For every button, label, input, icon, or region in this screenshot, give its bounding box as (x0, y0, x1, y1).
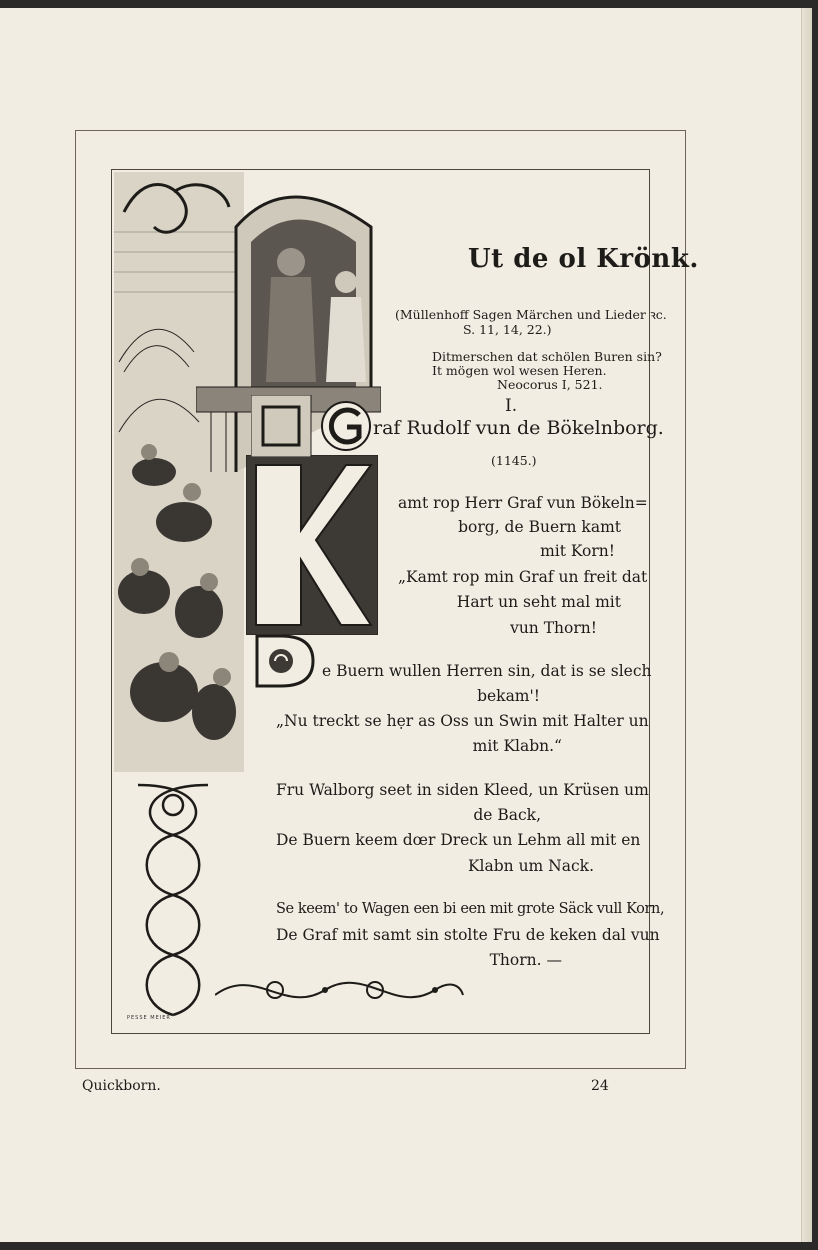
source-line-2: S. 11, 14, 22.) (463, 322, 552, 337)
initial-K-icon (246, 455, 378, 635)
stanza2-line: „Nu treckt se hẹr as Oss un Swin mit Halter un (276, 712, 649, 730)
stanza3-line: Klabn um Nack. (467, 857, 594, 875)
source-line-1: (Müllenhoff Sagen Märchen und Lieder ꝛc. (395, 307, 667, 322)
stanza2-line: bekam'! (477, 687, 540, 705)
motto-line-2: It mögen wol wesen Heren. (432, 363, 607, 378)
motto-line-1: Ditmerschen dat schölen Buren sin? (432, 349, 662, 364)
motto-attribution: Neocorus I, 521. (497, 377, 603, 392)
stanza4-line: Thorn. — (489, 951, 562, 969)
stanza3-line: Fru Walborg seet in siden Kleed, un Krüsen um (276, 781, 649, 799)
stanza1-line: amt rop Herr Graf vun Bökeln= (398, 494, 648, 512)
stanza1-line: „Kamt rop min Graf un freit dat (398, 568, 648, 586)
section-number: I. (505, 396, 518, 416)
stanza2-line: e Buern wullen Herren sin, dat is se slech (322, 662, 652, 680)
stanza1-line: mit Korn! (540, 542, 615, 560)
stanza1-line: vun Thorn! (510, 619, 597, 637)
initial-G-icon (251, 395, 371, 457)
engraver-signature: PESSE MEIER (127, 1015, 171, 1021)
footer-book-title: Quickborn. (82, 1078, 161, 1094)
knotwork-ornament (118, 775, 228, 1025)
stanza1-line: borg, de Buern kamt (458, 518, 621, 536)
stanza4-line: De Graf mit samt sin stolte Fru de keken dal vun (276, 926, 660, 944)
poem-title: Ut de ol Krönk. (468, 244, 699, 274)
page-number: 24 (591, 1078, 609, 1094)
stanza3-line: de Back, (473, 806, 541, 824)
initial-D-icon (251, 632, 319, 690)
stanza1-line: Hart un seht mal mit (456, 593, 621, 611)
stanza3-line: De Buern keem dœr Dreck un Lehm all mit en (276, 831, 641, 849)
section-heading: raf Rudolf vun de Bökelnborg. (373, 417, 664, 439)
section-year: (1145.) (491, 453, 537, 468)
page-edge (801, 8, 812, 1242)
stanza2-line: mit Klabn.“ (472, 737, 562, 755)
stanza4-line: Se keem' to Wagen een bi een mit grote Säck vull Korn, (276, 901, 665, 917)
